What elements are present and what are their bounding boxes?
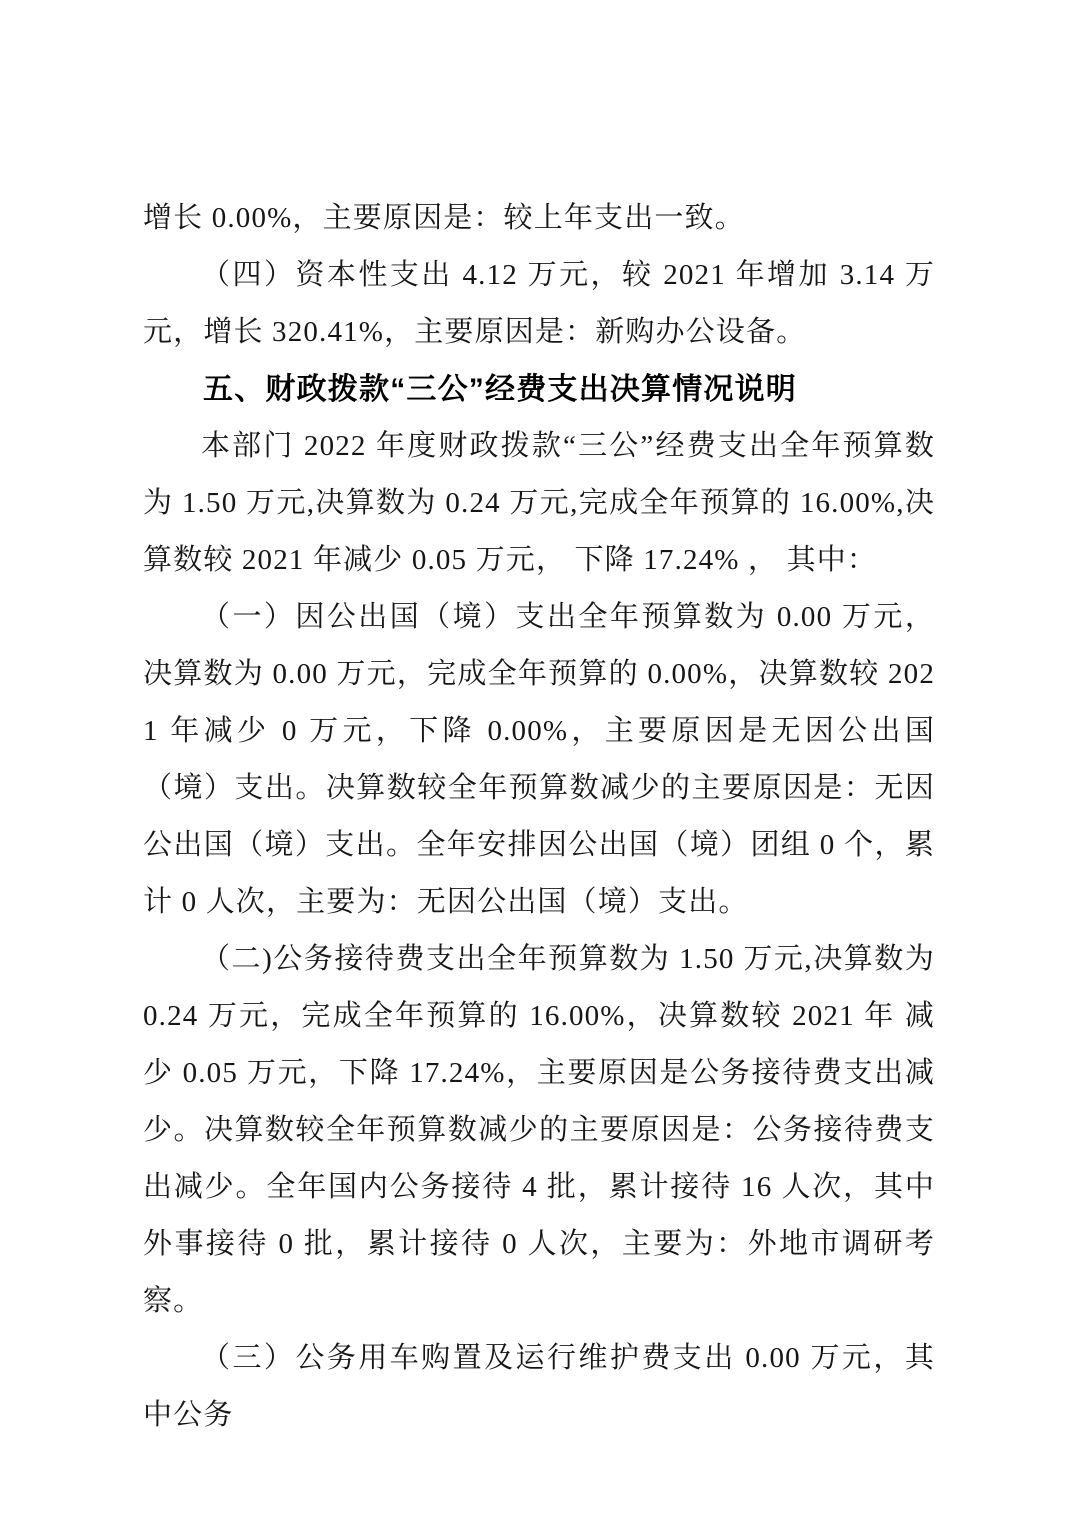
paragraph-three-public-overview: 本部门 2022 年度财政拨款“三公”经费支出全年预算数为 1.50 万元,决算数为 0.24 万元,完成全年预算的 16.00%,决算数较 2021 年减少 0.05 万元， 下降 17.24% ， 其中：: [143, 430, 935, 576]
document-content: [143, 190, 935, 1444]
paragraph-official-reception: （二)公务接待费支出全年预算数为 1.50 万元,决算数为 0.24 万元，完成全年预算的 16.00%，决算数较 2021 年 减少 0.05 万元，下降 17.24%，主要原因是公务接待费支出减少。决算数较全年预算数减少的主要原因是：公务接待费支出减少。全年国内公务接待 4 批，累计接待 16 人次，其中外事接待 0 批，累计接待 0 人次，主要为：外地市调研考察。: [143, 943, 935, 1317]
section-heading-three-public-funds: 五、财政拨款“三公”经费支出决算情况说明: [203, 373, 797, 406]
paragraph-overseas-travel: （一）因公出国（境）支出全年预算数为 0.00 万元，决算数为 0.00 万元，完成全年预算的 0.00%，决算数较 2021 年减少 0 万元，下降 0.00%，主要原因是无因公出国（境）支出。决算数较全年预算数减少的主要原因是：无因公出国（境）支出。全年安排因公出国（境）团组 0 个，累计 0 人次，主要为：无因公出国（境）支出。: [143, 601, 935, 918]
paragraph-capital-expenditure: （四）资本性支出 4.12 万元，较 2021 年增加 3.14 万元，增长 320.41%，主要原因是：新购办公设备。: [143, 259, 935, 348]
paragraph-growth-note-continuation: 增长 0.00%，主要原因是：较上年支出一致。: [143, 202, 745, 234]
paragraph-official-vehicles: （三）公务用车购置及运行维护费支出 0.00 万元，其中公务: [143, 1342, 935, 1431]
